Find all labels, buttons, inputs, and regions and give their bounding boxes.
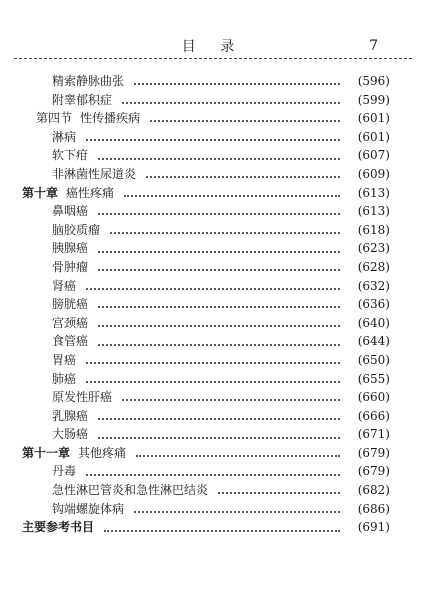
toc-entry-number: 主要参考书目 xyxy=(22,520,95,535)
toc-row xyxy=(0,295,426,314)
toc-entry-page: (613) xyxy=(357,204,390,219)
dot-leader xyxy=(86,360,340,364)
toc-entry-label xyxy=(52,407,94,426)
table-of-contents xyxy=(0,72,426,537)
dot-leader xyxy=(98,416,340,420)
toc-entry-label xyxy=(52,165,142,184)
toc-entry-label xyxy=(52,239,94,258)
toc-entry-number: 急性淋巴管炎和急性淋巴结炎 xyxy=(52,483,209,498)
toc-row xyxy=(0,202,426,221)
toc-entry-label xyxy=(52,72,130,91)
toc-entry-label xyxy=(52,388,118,407)
dot-leader xyxy=(110,230,340,234)
toc-entry-label xyxy=(52,481,214,500)
toc-row xyxy=(0,425,426,444)
dot-leader xyxy=(98,211,340,215)
dot-leader xyxy=(86,286,340,290)
toc-entry-label xyxy=(22,184,120,203)
toc-entry-page: (609) xyxy=(357,166,390,181)
toc-entry-number: 乳腺癌 xyxy=(52,408,89,423)
toc-row xyxy=(0,165,426,184)
dot-leader xyxy=(86,137,340,141)
toc-entry-number: 食管癌 xyxy=(52,334,89,349)
toc-row xyxy=(0,128,426,147)
toc-entry-number: 胃癌 xyxy=(52,352,77,367)
dot-leader xyxy=(98,323,340,327)
toc-entry-label xyxy=(52,314,94,333)
toc-row xyxy=(0,258,426,277)
toc-row xyxy=(0,91,426,110)
toc-entry-number: 钩端螺旋体病 xyxy=(52,501,125,516)
toc-row xyxy=(0,184,426,203)
toc-row xyxy=(0,277,426,296)
toc-row xyxy=(0,481,426,500)
toc-entry-number: 肾癌 xyxy=(52,278,77,293)
dot-leader xyxy=(98,342,340,346)
toc-entry-label xyxy=(22,518,100,537)
toc-entry-page: (599) xyxy=(357,92,390,107)
toc-row xyxy=(0,314,426,333)
toc-entry-label xyxy=(52,370,82,389)
toc-entry-label xyxy=(52,258,94,277)
toc-entry-page: (671) xyxy=(357,427,390,442)
toc-entry-number: 第十一章 xyxy=(22,445,71,460)
toc-entry-page: (640) xyxy=(357,315,390,330)
toc-row xyxy=(0,332,426,351)
toc-entry-number: 丹毒 xyxy=(52,464,77,479)
toc-row xyxy=(0,239,426,258)
dot-leader xyxy=(122,100,340,104)
toc-entry-number: 原发性肝癌 xyxy=(52,390,113,405)
dot-leader xyxy=(104,528,340,532)
toc-row xyxy=(0,146,426,165)
page-header xyxy=(14,26,412,56)
toc-entry-number: 淋病 xyxy=(52,129,77,144)
toc-entry-page: (601) xyxy=(357,111,390,126)
toc-row xyxy=(0,109,426,128)
dot-leader xyxy=(86,472,340,476)
toc-entry-number: 附睾郁积症 xyxy=(52,92,113,107)
toc-entry-label xyxy=(52,425,94,444)
header-rule xyxy=(14,58,412,59)
dot-leader xyxy=(98,156,340,160)
toc-entry-page: (632) xyxy=(357,278,390,293)
dot-leader xyxy=(218,490,340,494)
dot-leader xyxy=(122,397,340,401)
toc-entry-number: 脑胶质瘤 xyxy=(52,222,101,237)
toc-row xyxy=(0,388,426,407)
toc-entry-page: (682) xyxy=(357,483,390,498)
toc-entry-label xyxy=(52,277,82,296)
toc-entry-page: (650) xyxy=(357,352,390,367)
toc-entry-label xyxy=(52,295,94,314)
toc-entry-page: (623) xyxy=(357,241,390,256)
toc-entry-page: (636) xyxy=(357,297,390,312)
toc-row xyxy=(0,72,426,91)
toc-row xyxy=(0,500,426,519)
toc-entry-number: 精索静脉曲张 xyxy=(52,74,125,88)
dot-leader xyxy=(150,118,340,122)
header-title: 目 录 xyxy=(181,39,245,55)
toc-entry-page: (628) xyxy=(357,259,390,274)
toc-row xyxy=(0,351,426,370)
toc-entry-label xyxy=(52,221,106,240)
toc-entry-page: (679) xyxy=(357,445,390,460)
toc-entry-number: 胰腺癌 xyxy=(52,241,89,256)
toc-entry-label xyxy=(52,332,94,351)
toc-entry-label xyxy=(52,91,118,110)
toc-entry-page: (601) xyxy=(357,129,390,144)
toc-row xyxy=(0,518,426,537)
toc-row xyxy=(0,444,426,463)
toc-entry-number: 肺癌 xyxy=(52,371,77,386)
dot-leader xyxy=(98,267,340,271)
dot-leader xyxy=(136,453,340,457)
toc-entry-number: 大肠癌 xyxy=(52,427,89,442)
header-page-number: 7 xyxy=(369,38,378,54)
toc-entry-page: (666) xyxy=(357,408,390,423)
toc-entry-label xyxy=(52,462,82,481)
toc-entry-page: (613) xyxy=(357,185,390,200)
toc-entry-number: 第四节 xyxy=(36,111,73,126)
dot-leader xyxy=(98,304,340,308)
toc-entry-number: 骨肿瘤 xyxy=(52,259,89,274)
dot-leader xyxy=(134,81,340,85)
toc-entry-label xyxy=(36,109,146,128)
toc-entry-page: (686) xyxy=(357,501,390,516)
toc-row xyxy=(0,407,426,426)
toc-entry-label xyxy=(52,500,130,519)
toc-entry-label xyxy=(52,202,94,221)
toc-entry-page: (691) xyxy=(357,520,390,535)
toc-entry-title: 性传播疾病 xyxy=(80,111,141,126)
toc-entry-number: 非淋菌性尿道炎 xyxy=(52,166,137,181)
toc-entry-title: 癌性疼痛 xyxy=(66,185,115,200)
toc-entry-page: (618) xyxy=(357,222,390,237)
toc-entry-page: (655) xyxy=(357,371,390,386)
toc-entry-page: (607) xyxy=(357,148,390,163)
dot-leader xyxy=(98,249,340,253)
toc-row xyxy=(0,221,426,240)
dot-leader xyxy=(146,174,340,178)
toc-entry-label xyxy=(52,351,82,370)
toc-entry-number: 第十章 xyxy=(22,185,59,200)
dot-leader xyxy=(86,379,340,383)
dot-leader xyxy=(98,435,340,439)
toc-entry-label xyxy=(22,444,132,463)
toc-entry-page: (644) xyxy=(357,334,390,349)
toc-entry-page: (660) xyxy=(357,390,390,405)
toc-entry-number: 鼻咽癌 xyxy=(52,204,89,219)
toc-entry-number: 软下疳 xyxy=(52,148,89,163)
toc-row xyxy=(0,370,426,389)
toc-row xyxy=(0,462,426,481)
toc-entry-title: 其他疼痛 xyxy=(78,445,127,460)
toc-entry-page: (596) xyxy=(357,74,390,88)
toc-entry-label xyxy=(52,146,94,165)
toc-entry-number: 膀胱癌 xyxy=(52,297,89,312)
toc-entry-label xyxy=(52,128,82,147)
toc-entry-page: (679) xyxy=(357,464,390,479)
dot-leader xyxy=(134,509,340,513)
toc-entry-number: 宫颈癌 xyxy=(52,315,89,330)
dot-leader xyxy=(124,193,340,197)
